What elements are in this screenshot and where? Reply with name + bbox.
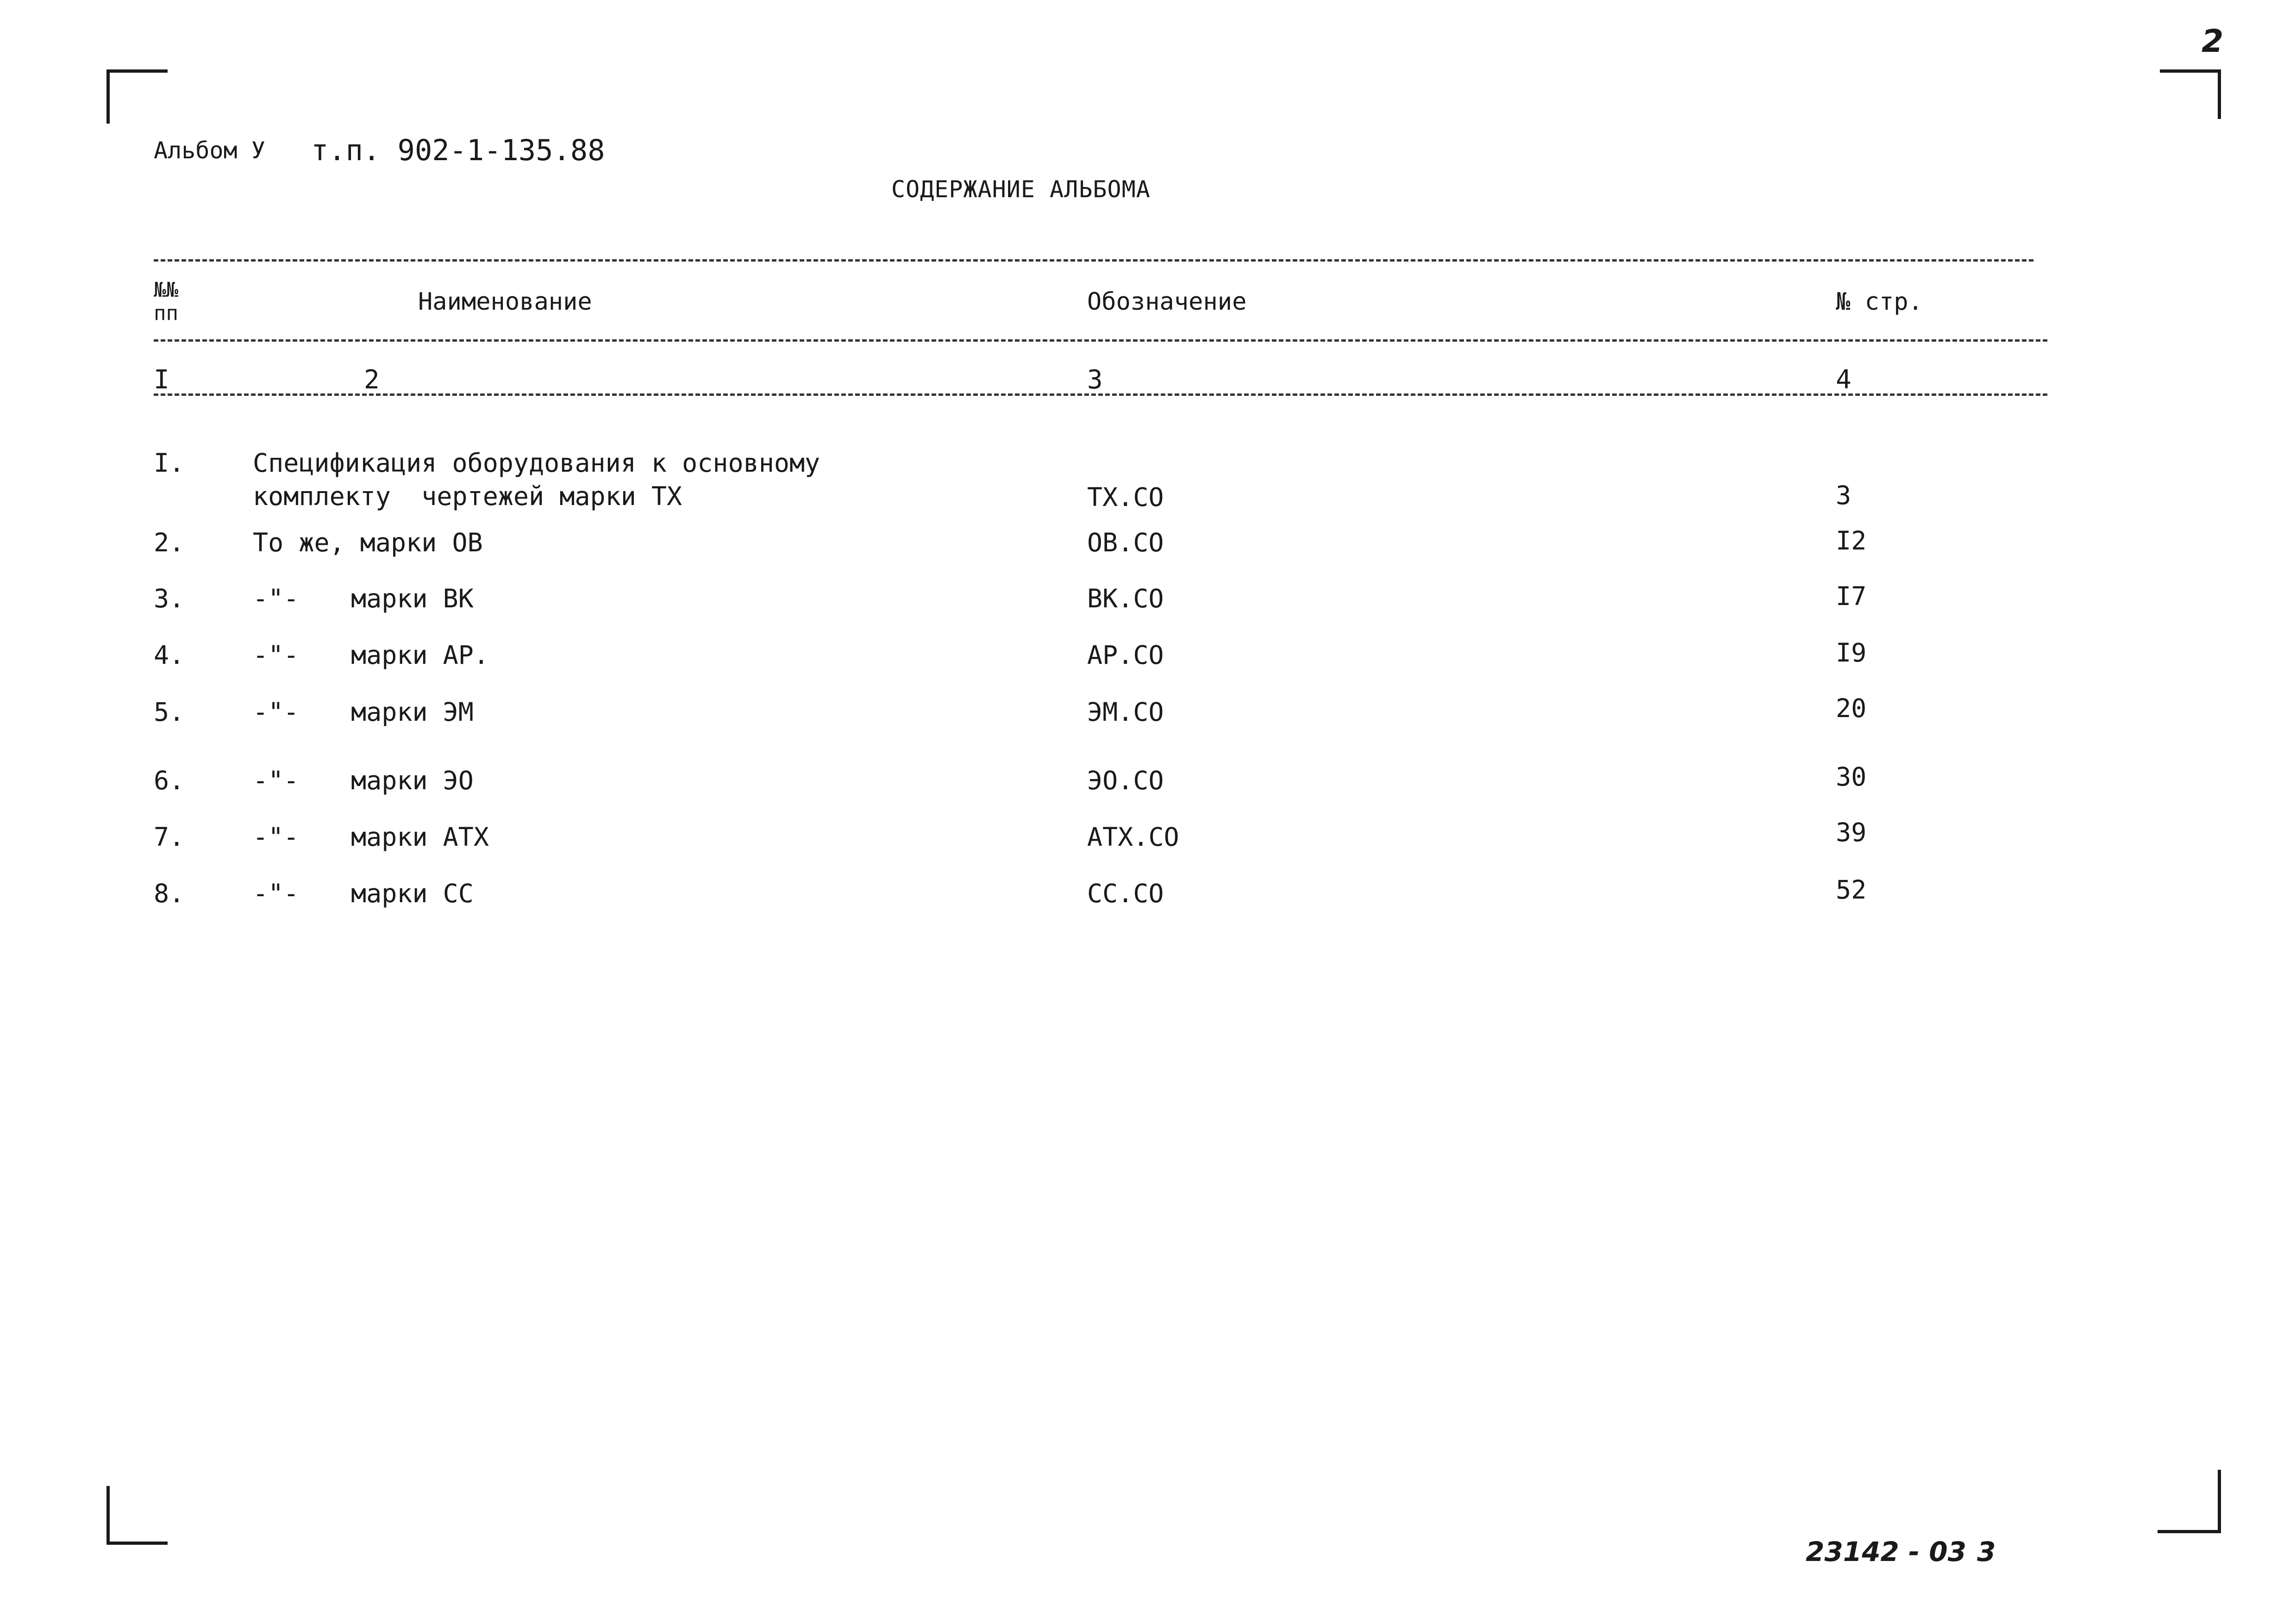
- row-8-designation: СС.СО: [1087, 879, 1164, 908]
- row-3-num: 3.: [154, 584, 185, 613]
- row-2-num: 2.: [154, 528, 185, 557]
- colnum-4: 4: [1836, 365, 1852, 395]
- row-1-name-line1: Спецификация оборудования к основному: [253, 448, 820, 478]
- row-1-page: 3: [1836, 481, 1852, 510]
- footer-page: 3: [1977, 1536, 1996, 1567]
- corner-mark-bottom-right: [2158, 1470, 2221, 1533]
- row-1-name-line2: комплекту чертежей марки ТХ: [253, 481, 682, 511]
- album-label: Альбом У: [154, 137, 265, 164]
- row-6-ditto: -"-: [253, 766, 299, 795]
- project-code: т.п. 902-1-135.88: [311, 133, 605, 167]
- sheet-number: 2: [2202, 23, 2224, 60]
- row-5-num: 5.: [154, 697, 185, 727]
- row-2-designation: ОВ.СО: [1087, 528, 1164, 557]
- row-7-page: 39: [1836, 818, 1867, 847]
- header-num: №№ пп: [154, 278, 178, 325]
- row-3-ditto: -"-: [253, 584, 299, 613]
- row-3-name: марки ВК: [351, 584, 474, 613]
- row-6-name: марки ЭО: [351, 766, 474, 795]
- colnum-1: I: [154, 365, 169, 395]
- row-2-page: I2: [1836, 526, 1867, 556]
- row-6-page: 30: [1836, 762, 1867, 792]
- header-name: Наименование: [418, 288, 592, 316]
- corner-mark-bottom-left: [106, 1486, 168, 1545]
- corner-mark-top-left: [106, 69, 168, 124]
- colnum-3: 3: [1087, 365, 1103, 395]
- page-title: СОДЕРЖАНИЕ АЛЬБОМА: [891, 176, 1151, 203]
- row-7-ditto: -"-: [253, 822, 299, 852]
- row-8-name: марки СС: [351, 879, 474, 908]
- row-5-ditto: -"-: [253, 697, 299, 727]
- row-6-designation: ЭО.СО: [1087, 766, 1164, 795]
- row-5-name: марки ЭМ: [351, 697, 474, 727]
- footer-code: 23142 - 03: [1806, 1536, 1966, 1567]
- row-1-designation: ТХ.СО: [1087, 482, 1164, 512]
- header-bottom-rule: [154, 339, 2047, 342]
- corner-mark-top-right: [2160, 69, 2221, 119]
- row-3-page: I7: [1836, 581, 1867, 611]
- row-4-designation: АР.СО: [1087, 640, 1164, 670]
- row-7-num: 7.: [154, 822, 185, 852]
- row-4-num: 4.: [154, 640, 185, 670]
- row-8-num: 8.: [154, 879, 185, 908]
- row-1-num: I.: [154, 448, 185, 478]
- row-8-ditto: -"-: [253, 879, 299, 908]
- row-5-designation: ЭМ.СО: [1087, 697, 1164, 727]
- row-7-name: марки АТХ: [351, 822, 489, 852]
- row-4-ditto: -"-: [253, 640, 299, 670]
- table-top-rule: [154, 259, 2033, 262]
- row-4-page: I9: [1836, 638, 1867, 668]
- row-7-designation: АТХ.СО: [1087, 822, 1179, 852]
- header-designation: Обозначение: [1087, 288, 1247, 316]
- header-page: № стр.: [1836, 288, 1923, 316]
- row-3-designation: ВК.СО: [1087, 584, 1164, 613]
- row-4-name: марки АР.: [351, 640, 489, 670]
- row-2-name: То же, марки ОВ: [253, 528, 483, 557]
- row-6-num: 6.: [154, 766, 185, 795]
- row-5-page: 20: [1836, 693, 1867, 723]
- row-8-page: 52: [1836, 875, 1867, 905]
- colnum-2: 2: [364, 365, 380, 395]
